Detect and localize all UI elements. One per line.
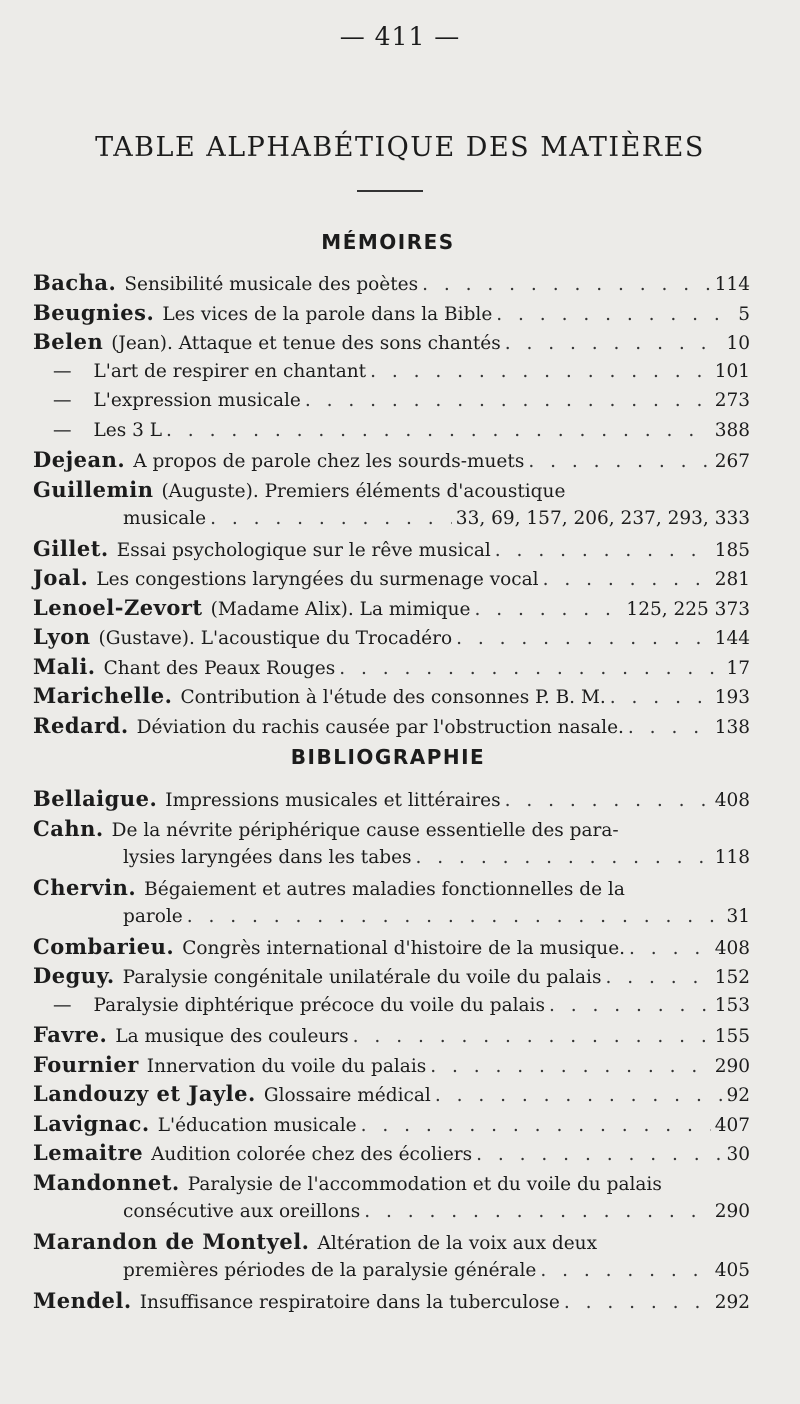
entry-title: Les congestions laryngées du surmenage vocal [96, 569, 539, 590]
entry-pages: 114 [714, 274, 750, 295]
index-entry [33, 1286, 750, 1316]
dot-leader [416, 843, 711, 873]
entry-pages: 118 [714, 847, 750, 868]
entry-pages: 292 [714, 1291, 750, 1313]
entry-pages: 267 [714, 451, 750, 472]
dot-leader [543, 565, 711, 595]
entry-author: Lenoel-Zevort [33, 594, 203, 620]
dot-leader [629, 934, 711, 964]
entry-author: Gillet. [33, 535, 109, 561]
entry-author: Bacha. [33, 270, 117, 295]
entry-pages: 388 [714, 419, 750, 441]
index-entry [33, 991, 750, 1021]
entry-pages: 152 [714, 967, 750, 988]
dot-leader [187, 902, 723, 932]
entry-pages: 101 [714, 360, 750, 382]
index-entry [33, 534, 750, 564]
entry-title: (Jean). Attaque et tenue des sons chantés [111, 333, 501, 354]
section-heading-memoires: MÉMOIRES [321, 230, 455, 254]
entry-author: Lavignac. [33, 1110, 150, 1136]
entry-title: Paralysie diphtérique précoce du voile du palais [93, 994, 545, 1016]
section-heading-bibliographie: BIBLIOGRAPHIE [290, 745, 486, 769]
dot-leader [370, 357, 711, 387]
entry-title: Paralysie congénitale unilatérale du voile du palais [122, 967, 602, 988]
memoires-list [33, 268, 750, 740]
dot-leader [628, 713, 711, 743]
entry-pages: 125, 225 373 [626, 598, 750, 620]
entry-pages: 290 [714, 1055, 750, 1077]
dot-leader [430, 1052, 710, 1082]
entry-title: Impressions musicales et littéraires [165, 790, 501, 811]
entry-pages: 5 [738, 303, 750, 325]
entry-author: Redard. [33, 712, 129, 738]
entry-author: Dejean. [33, 447, 126, 472]
index-entry [33, 593, 750, 623]
index-entry [33, 1109, 750, 1139]
entry-title: Sensibilité musicale des poètes [124, 274, 419, 295]
index-entry [33, 1227, 750, 1257]
entry-author: Cahn. [33, 815, 104, 841]
page-number: — 411 — [339, 22, 461, 51]
index-entry [33, 1138, 750, 1168]
entry-pages: 290 [714, 1201, 750, 1222]
index-entry [33, 961, 750, 991]
entry-author: Fournier [33, 1051, 139, 1077]
dot-leader [353, 1022, 711, 1052]
dot-leader [605, 963, 710, 993]
dot-leader [361, 1111, 711, 1141]
entry-author: Mendel. [33, 1287, 132, 1313]
index-entry [33, 298, 750, 328]
dot-leader [496, 300, 734, 330]
entry-pages: 408 [714, 937, 750, 959]
entry-title: (Madame Alix). La mimique [210, 598, 471, 620]
index-entry [33, 386, 750, 416]
index-entry [33, 652, 750, 682]
entry-pages: 153 [714, 994, 750, 1016]
entry-title: Contribution à l'étude des consonnes P. B. M. [180, 687, 606, 708]
entry-title: L'art de respirer en chantant [93, 360, 367, 382]
entry-pages: 405 [714, 1260, 750, 1281]
page-title: TABLE ALPHABÉTIQUE DES MATIÈRES [95, 132, 705, 163]
entry-author: Lemaitre [33, 1140, 144, 1165]
dot-leader [495, 536, 711, 566]
entry-title: Les vices de la parole dans la Bible [162, 303, 493, 325]
entry-pages: 138 [714, 716, 750, 738]
entry-title: Paralysie de l'accommodation et du voile du palais [187, 1173, 662, 1195]
ditto-dash: — [53, 360, 72, 382]
index-entry [33, 1050, 750, 1080]
index-entry [33, 1020, 750, 1050]
entry-pages: 92 [726, 1085, 750, 1106]
index-entry [33, 475, 750, 505]
index-entry [33, 563, 750, 593]
entry-title: Congrès international d'histoire de la musique. [182, 937, 626, 959]
dot-leader [435, 1081, 723, 1111]
index-entry [33, 504, 750, 534]
title-divider [357, 190, 423, 192]
entry-author: Belen [33, 329, 104, 354]
index-entry [33, 843, 750, 873]
index-entry [33, 1168, 750, 1198]
index-entry [33, 784, 750, 814]
entry-title: Innervation du voile du palais [146, 1055, 427, 1077]
entry-author: Marandon de Montyel. [33, 1228, 310, 1254]
entry-pages: 17 [726, 657, 750, 679]
entry-author: Beugnies. [33, 299, 155, 325]
entry-title: A propos de parole chez les sourds-muets [133, 451, 525, 472]
entry-title: Audition colorée chez des écoliers [151, 1144, 473, 1165]
dot-leader [476, 1140, 722, 1170]
entry-pages: 155 [714, 1026, 750, 1047]
ditto-dash: — [53, 994, 72, 1016]
entry-title: parole [123, 906, 183, 927]
index-entry [33, 681, 750, 711]
entry-author: Combarieu. [33, 933, 175, 959]
index-entry [33, 327, 750, 357]
index-entry [33, 902, 750, 932]
entry-author: Chervin. [33, 874, 137, 900]
entry-pages: 33, 69, 157, 206, 237, 293, 333 [455, 508, 750, 529]
dot-leader [549, 991, 711, 1021]
dot-leader [610, 683, 711, 713]
dot-leader [210, 504, 452, 534]
entry-pages: 281 [714, 569, 750, 590]
index-entry [33, 873, 750, 903]
entry-title: L'éducation musicale [157, 1114, 357, 1136]
index-entry [33, 268, 750, 298]
entry-author: Guillemin [33, 476, 154, 502]
dot-leader [456, 624, 711, 654]
entry-author: Mandonnet. [33, 1169, 180, 1195]
bibliographie-list [33, 784, 750, 1315]
dot-leader [474, 595, 622, 625]
entry-pages: 273 [714, 390, 750, 411]
entry-author: Favre. [33, 1022, 108, 1047]
entry-pages: 10 [726, 333, 750, 354]
dot-leader [528, 447, 710, 477]
index-entry [33, 1256, 750, 1286]
entry-author: Marichelle. [33, 683, 173, 708]
entry-author: Lyon [33, 624, 91, 649]
entry-pages: 193 [714, 687, 750, 708]
index-entry [33, 357, 750, 387]
index-entry [33, 932, 750, 962]
dot-leader [339, 654, 722, 684]
ditto-dash: — [53, 390, 72, 411]
entry-pages: 407 [714, 1114, 750, 1136]
index-entry [33, 1079, 750, 1109]
entry-author: Bellaigue. [33, 786, 158, 811]
entry-title: Insuffisance respiratoire dans la tuberculose [139, 1291, 560, 1313]
entry-title: (Auguste). Premiers éléments d'acoustique [161, 480, 566, 502]
entry-title: De la névrite périphérique cause essentielle des para- [111, 819, 619, 841]
dot-leader [505, 786, 711, 816]
entry-title: musicale [123, 508, 207, 529]
entry-pages: 408 [714, 790, 750, 811]
dot-leader [305, 386, 711, 416]
entry-title: (Gustave). L'acoustique du Trocadéro [98, 628, 453, 649]
entry-pages: 185 [714, 539, 750, 561]
dot-leader [422, 270, 711, 300]
entry-pages: 144 [714, 628, 750, 649]
ditto-dash: — [53, 419, 72, 441]
entry-title: premières périodes de la paralysie générale [123, 1260, 537, 1281]
index-entry [33, 814, 750, 844]
dot-leader [564, 1288, 711, 1318]
dot-leader [364, 1197, 710, 1227]
entry-title: Les 3 L [93, 419, 163, 441]
index-entry [33, 622, 750, 652]
entry-title: Altération de la voix aux deux [317, 1232, 598, 1254]
entry-title: Glossaire médical [263, 1085, 431, 1106]
entry-title: consécutive aux oreillons [123, 1201, 361, 1222]
entry-author: Landouzy et Jayle. [33, 1081, 256, 1106]
entry-author: Deguy. [33, 963, 115, 988]
dot-leader [505, 329, 723, 359]
entry-title: La musique des couleurs [115, 1026, 349, 1047]
entry-author: Joal. [33, 565, 89, 590]
entry-pages: 31 [726, 906, 750, 927]
entry-title: Déviation du rachis causée par l'obstruction nasale. [136, 716, 624, 738]
index-entry [33, 1197, 750, 1227]
entry-author: Mali. [33, 653, 96, 679]
entry-title: Chant des Peaux Rouges [103, 657, 336, 679]
entry-title: Bégaiement et autres maladies fonctionnelles de la [144, 878, 625, 900]
entry-title: lysies laryngées dans les tabes [123, 847, 412, 868]
dot-leader [166, 416, 711, 446]
index-entry [33, 445, 750, 475]
entry-title: L'expression musicale [93, 390, 301, 411]
entry-title: Essai psychologique sur le rêve musical [116, 539, 491, 561]
dot-leader [540, 1256, 710, 1286]
index-entry [33, 416, 750, 446]
entry-pages: 30 [726, 1144, 750, 1165]
index-entry [33, 711, 750, 741]
